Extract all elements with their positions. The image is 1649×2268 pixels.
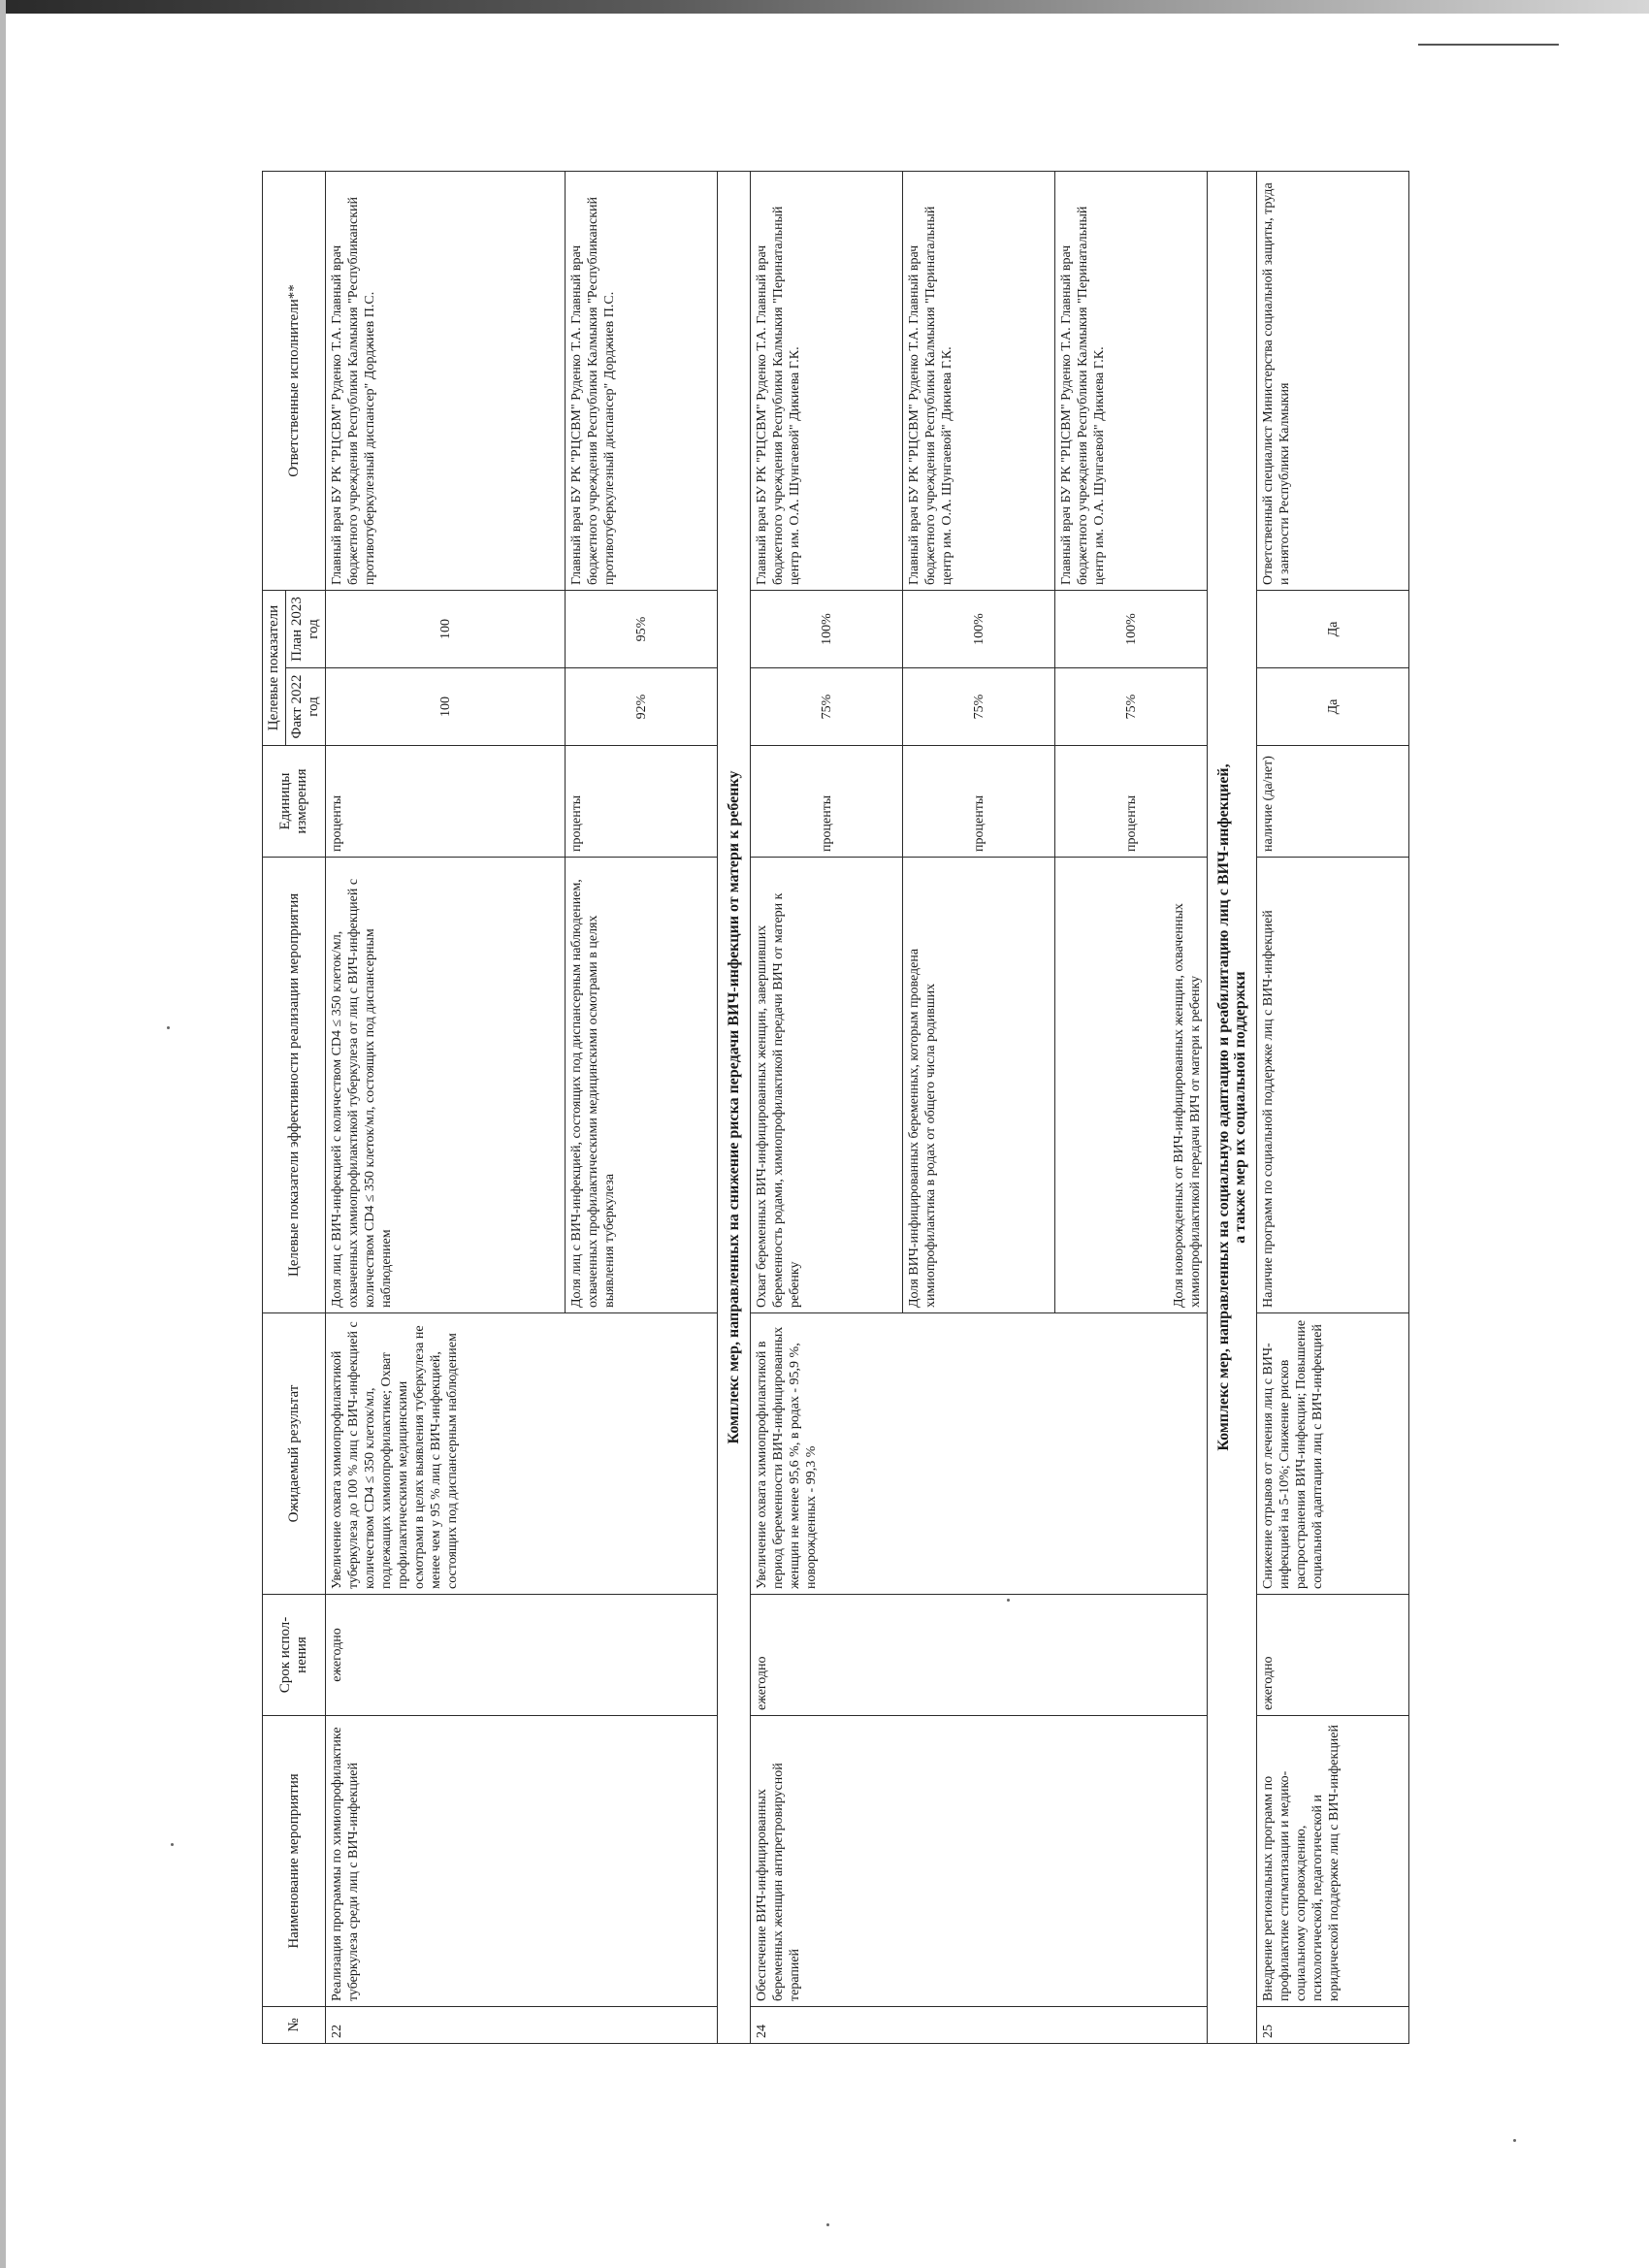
section-heading-row: [1208, 172, 1257, 2044]
row-fact: 100: [326, 668, 566, 746]
header-responsible: Ответственные исполнители**: [263, 172, 326, 591]
row-name: Обеспечение ВИЧ-инфицированных беременных женщин антиретровирусной терапией: [751, 1716, 1208, 2007]
header-indicator: Целевые показатели эффективности реализации мероприятия: [263, 858, 326, 1313]
header-unit: Единицы измерения: [263, 746, 326, 858]
header-name: Наименование мероприятия: [263, 1716, 326, 2007]
row-term: ежегодно: [751, 1595, 1208, 1716]
row-indicator: Доля ВИЧ-инфицированных беременных, которым проведена химиопрофилактика в родах от общего числа родивших: [903, 858, 1055, 1313]
header-fact: Факт 2022 год: [286, 668, 326, 746]
table-header: [263, 172, 326, 2044]
header-result: Ожидаемый результат: [263, 1313, 326, 1595]
header-plan: План 2023 год: [286, 591, 326, 668]
row-responsible: Главный врач БУ РК "РЦСВМ" Руденко Т.А. Главный врач бюджетного учреждения Республики Калмыкия "Перинатальный центр им. О.А. Шунгаевой" Дикиева Г.К.: [903, 172, 1055, 591]
scan-edge-top: [0, 0, 1649, 14]
row-fact: Да: [1257, 668, 1409, 746]
header-target: Целевые показатели: [263, 591, 286, 746]
row-num: 24: [751, 2007, 1208, 2044]
row-result: Снижение отрывов от лечения лиц с ВИЧ-инфекцией на 5-10%; Снижение рисков распространения ВИЧ-инфекции; Повышение социальной адаптации лиц с ВИЧ-инфекцией: [1257, 1313, 1409, 1595]
scan-speck: [167, 1026, 170, 1029]
section-heading-line2: а также мер их социальной поддержки: [1232, 971, 1248, 1244]
header-term: Срок испол-нения: [263, 1595, 326, 1716]
scan-edge-left: [0, 0, 6, 2268]
scan-speck: [171, 1843, 174, 1846]
row-fact: 75%: [903, 668, 1055, 746]
row-num: 25: [1257, 2007, 1409, 2044]
row-plan: 100%: [1055, 591, 1208, 668]
section-heading: [1208, 172, 1257, 2044]
row-name: Реализация программы по химиопрофилактике туберкулеза среди лиц с ВИЧ-инфекцией: [326, 1716, 718, 2007]
row-indicator: Доля лиц с ВИЧ-инфекцией, состоящих под диспансерным наблюдением, охваченных профилактическими медицинскими осмотрами в целях выявления туберкулеза: [566, 858, 718, 1313]
scan-speck: [826, 2223, 829, 2226]
row-fact: 75%: [1055, 668, 1208, 746]
section-heading-row: [718, 172, 751, 2044]
row-responsible: Главный врач БУ РК "РЦСВМ" Руденко Т.А. Главный врач бюджетного учреждения Республики Калмыкия "Перинатальный центр им. О.А. Шунгаевой" Дикиева Г.К.: [751, 172, 903, 591]
scan-speck: [1513, 2139, 1516, 2142]
top-rule: [1418, 44, 1559, 46]
measures-table: [262, 171, 1409, 2044]
row-unit: проценты: [1055, 746, 1208, 858]
row-responsible: Главный врач БУ РК "РЦСВМ" Руденко Т.А. Главный врач бюджетного учреждения Республики Калмыкия "Перинатальный центр им. О.А. Шунгаевой" Дикиева Г.К.: [1055, 172, 1208, 591]
row-result: Увеличение охвата химиопрофилактикой туберкулеза до 100 % лиц с ВИЧ-инфекцией с количеством CD4 ≤ 350 клеток/мл, подлежащих химиопрофилактике; Охват профилактическими медицинскими осмотрами в целях выявления туберкулеза не менее чем у 95 % лиц с ВИЧ-инфекцией, состоящих под диспансерным наблюдением: [326, 1313, 718, 1595]
row-plan: 100: [326, 591, 566, 668]
row-fact: 75%: [751, 668, 903, 746]
row-responsible: Главный врач БУ РК "РЦСВМ" Руденко Т.А. Главный врач бюджетного учреждения Республики Калмыкия "Республиканский противотуберкулезный диспансер" Дорджиев П.С.: [326, 172, 566, 591]
row-unit: проценты: [751, 746, 903, 858]
row-fact: 92%: [566, 668, 718, 746]
table-row: [1257, 172, 1409, 2044]
row-unit: наличие (да/нет): [1257, 746, 1409, 858]
row-indicator: Охват беременных ВИЧ-инфицированных женщин, завершивших беременность родами, химиопрофилактикой передачи ВИЧ от матери к ребенку: [751, 858, 903, 1313]
rotated-sheet: [262, 172, 1342, 2044]
row-unit: проценты: [903, 746, 1055, 858]
table-row: [751, 172, 903, 2044]
row-unit: проценты: [326, 746, 566, 858]
row-term: ежегодно: [1257, 1595, 1409, 1716]
header-num: №: [263, 2007, 326, 2044]
row-result: Увеличение охвата химиопрофилактикой в период беременности ВИЧ-инфицированных женщин не менее 95,6 %, в родах - 95,9 %, новорожденных - 99,3 %: [751, 1313, 1208, 1595]
row-plan: 95%: [566, 591, 718, 668]
row-responsible: Ответственный специалист Министерства социальной защиты, труда и занятости Республики Калмыкия: [1257, 172, 1409, 591]
section-heading: Комплекс мер, направленных на снижение риска передачи ВИЧ-инфекции от матери к ребенку: [718, 172, 751, 2044]
row-responsible: Главный врач БУ РК "РЦСВМ" Руденко Т.А. Главный врач бюджетного учреждения Республики Калмыкия "Республиканский противотуберкулезный диспансер" Дорджиев П.С.: [566, 172, 718, 591]
row-indicator: Доля новорожденных от ВИЧ-инфицированных женщин, охваченных химиопрофилактикой передачи ВИЧ от матери к ребенку: [1055, 858, 1208, 1313]
row-plan: 100%: [751, 591, 903, 668]
table-row: [326, 172, 566, 2044]
section-heading-line1: Комплекс мер, направленных на социальную адаптацию и реабилитацию лиц с ВИЧ-инфекцией,: [1215, 763, 1232, 1451]
row-unit: проценты: [566, 746, 718, 858]
row-num: 22: [326, 2007, 718, 2044]
row-plan: 100%: [903, 591, 1055, 668]
row-plan: Да: [1257, 591, 1409, 668]
row-name: Внедрение региональных программ по профилактике стигматизации и медико-социальному сопровождению, психологической, педагогической и юридической поддержке лиц с ВИЧ-инфекцией: [1257, 1716, 1409, 2007]
row-indicator: Доля лиц с ВИЧ-инфекцией с количеством CD4 ≤ 350 клеток/мл, охваченных химиопрофилактикой туберкулеза от лиц с ВИЧ-инфекцией с количеством CD4 ≤ 350 клеток/мл, состоящих под диспансерным наблюдением: [326, 858, 566, 1313]
row-term: ежегодно: [326, 1595, 718, 1716]
row-indicator: Наличие программ по социальной поддержке лиц с ВИЧ-инфекцией: [1257, 858, 1409, 1313]
